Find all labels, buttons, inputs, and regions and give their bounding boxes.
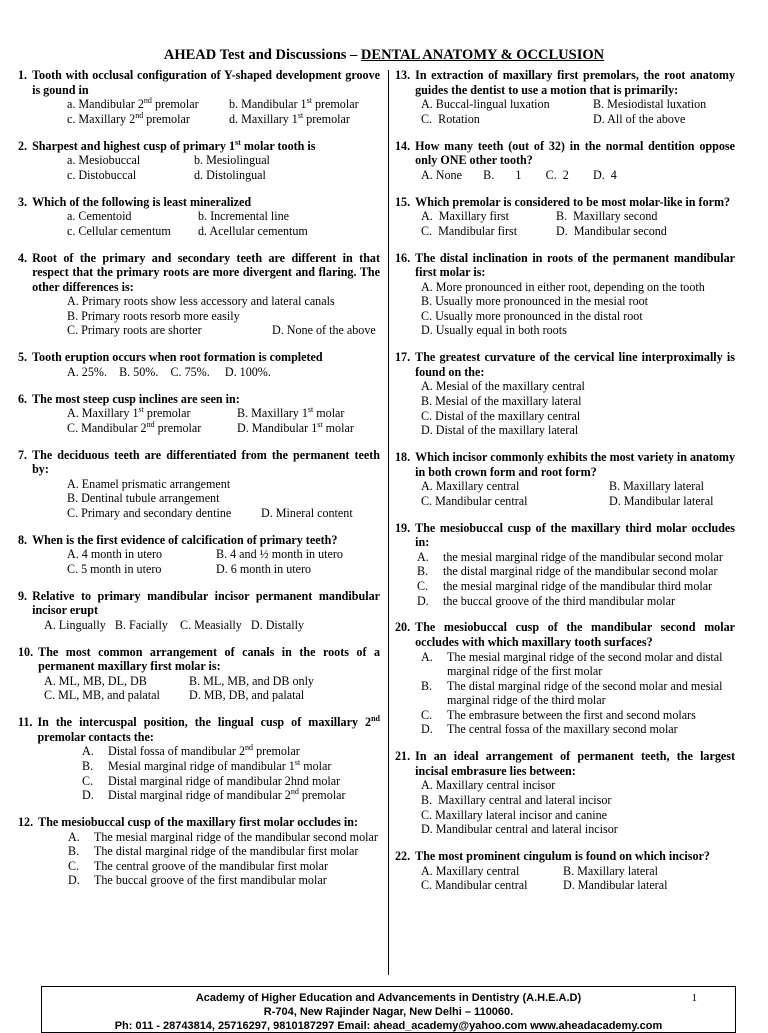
answer-option [82,759,380,774]
question-number: 20. [395,620,411,635]
answer-option [68,859,380,874]
answer-option: D. All of the above [593,111,686,126]
answer-option-row [44,674,380,689]
answer-options [18,294,380,338]
answer-option: C. 5 month in utero [67,561,162,576]
option-text: Distal marginal ridge of mandibular 2nd premolar [108,787,346,803]
option-text: The central fossa of the maxillary second molar [447,722,678,737]
answer-option-row [421,224,735,239]
answer-option-row [67,209,380,224]
answer-option: d. Acellular cementum [198,223,308,238]
answer-options [18,153,380,182]
question-stem [395,620,735,649]
question-text: The mesiobuccal cusp of the maxillary first molar occludes in: [38,815,359,829]
question-number: 10. [18,644,34,659]
answer-option-row [421,494,735,509]
question-text: Sharpest and highest cusp of primary 1st molar tooth is [32,137,316,153]
question-stem [395,350,735,379]
answer-option: B. Maxillary lateral [609,479,705,494]
answer-options [395,97,735,126]
answer-option [421,722,735,737]
option-text: the mesial marginal ridge of the mandibular second molar [443,549,723,564]
question-item [395,849,735,893]
question-item [395,521,735,609]
question-item [18,195,380,239]
question-number: 9. [18,588,28,603]
answer-options [395,280,735,338]
answer-option-line: A. None B. 1 C. 2 D. 4 [421,167,617,182]
question-item [395,68,735,126]
answer-option: D. Distal of the maxillary lateral [421,423,579,438]
question-stem [395,251,735,280]
left-column [18,68,380,900]
option-text: Distal fossa of mandibular 2nd premolar [108,743,300,759]
answer-options [18,406,380,435]
option-letter: D. [421,722,433,737]
answer-option-row [67,97,380,112]
answer-option: d. Distolingual [194,167,266,182]
answer-option-row [67,477,380,492]
answer-option: C. Mandibular central [421,493,528,508]
question-stem [395,450,735,479]
option-text: The central groove of the mandibular first molar [94,858,329,873]
answer-option-row [421,112,735,127]
answer-option-row [67,309,380,324]
question-stem [18,195,380,210]
option-text: the mesial marginal ridge of the mandibular third molar [443,578,713,593]
answer-option [417,594,735,609]
answer-options [395,778,735,836]
option-text: Distal marginal ridge of mandibular 2hnd molar [108,773,341,788]
option-letter: A. [417,549,429,564]
question-item [18,815,380,888]
question-stem [395,68,735,97]
page-number: 1 [691,992,697,1004]
answer-option: A. 4 month in utero [67,547,163,562]
page-title: AHEAD Test and Discussions – DENTAL ANATOMY & OCCLUSION [163,47,605,63]
answer-option: B. Maxillary 1st molar [237,405,345,421]
answer-option-row [421,822,735,837]
question-stem [18,251,380,295]
question-item [395,749,735,837]
answer-options [18,744,380,802]
answer-option: B. Maxillary central and lateral incisor [421,793,612,808]
question-item [395,139,735,183]
question-item [18,589,380,633]
answer-options [18,547,380,576]
answer-option-line: A. 25%. B. 50%. C. 75%. D. 100%. [67,364,271,379]
answer-option: A. Maxillary central [421,479,520,494]
answer-option-row [421,309,735,324]
option-letter: B. [421,678,433,693]
question-stem [395,521,735,550]
answer-option: C. Rotation [421,111,480,126]
question-item [395,620,735,737]
answer-option: c. Distobuccal [67,167,137,182]
answer-option: b. Mandibular 1st premolar [229,96,359,112]
option-letter: B. [82,759,94,774]
answer-option: B. ML, MB, and DB only [189,673,314,688]
answer-option: a. Mandibular 2nd premolar [67,96,199,112]
answer-option: D. Mandibular 1st molar [237,419,354,435]
option-text: The distal marginal ridge of the mandibular first molar [94,844,359,859]
question-text: Which incisor commonly exhibits the most variety in anatomy in both crown form and root form? [415,450,735,479]
answer-option-row [421,409,735,424]
answer-option [82,744,380,759]
answer-option: A. Maxillary central incisor [421,778,556,793]
answer-options [395,550,735,608]
answer-option-row [67,547,380,562]
question-text: The mesiobuccal cusp of the maxillary third molar occludes in: [415,520,735,550]
answer-option: C. ML, MB, and palatal [44,688,160,703]
answer-option: C. Mandibular 2nd premolar [67,419,202,435]
answer-option: B. Dentinal tubule arrangement [67,491,220,506]
question-number: 13. [395,68,411,82]
question-stem [395,139,735,168]
answer-option: C. Primary and secondary dentine [67,505,232,520]
question-text: The most prominent cingulum is found on which incisor? [415,849,710,863]
question-text: The greatest curvature of the cervical line interproximally is found on the: [415,350,735,379]
answer-options [18,830,380,888]
answer-option: b. Incremental line [198,209,289,224]
answer-option: D. 6 month in utero [216,561,312,576]
answer-option: D. Mandibular central and lateral incisor [421,822,618,837]
option-letter: C. [68,858,80,873]
answer-option [82,774,380,789]
answer-options [395,209,735,238]
answer-option-row [421,294,735,309]
option-letter: C. [417,578,429,593]
question-text: The distal inclination in roots of the permanent mandibular first molar is: [415,250,735,280]
question-number: 11. [18,715,33,730]
answer-option: A. Maxillary central [421,863,520,878]
answer-option-row [421,280,735,295]
answer-option: B. 4 and ½ month in utero [216,547,343,562]
question-item [395,350,735,438]
question-stem [395,195,735,210]
answer-option [421,708,735,723]
answer-option: A. More pronounced in either root, depending on the tooth [421,279,705,294]
answer-option: A. Maxillary 1st premolar [67,405,191,421]
answer-option-row [421,778,735,793]
question-number: 19. [395,520,411,535]
answer-option: A. Mesial of the maxillary central [421,379,585,394]
answer-option: B. Maxillary lateral [563,863,659,878]
answer-option-row [67,421,380,436]
answer-option: D. Mineral content [261,505,353,520]
question-number: 12. [18,815,34,829]
option-text: The embrasure between the first and second molars [447,707,696,722]
option-letter: D. [68,873,80,888]
answer-options [18,209,380,238]
question-text: How many teeth (out of 32) in the normal dentition oppose only ONE other tooth? [415,138,735,168]
question-number: 22. [395,849,411,863]
question-number: 3. [18,194,28,209]
question-text: The deciduous teeth are differentiated from the permanent teeth by: [32,447,380,477]
question-number: 7. [18,447,28,462]
question-item [18,448,380,521]
option-text: The mesial marginal ridge of the second molar and distal marginal ridge of the first molar [447,649,723,679]
answer-option: D. Usually equal in both roots [421,323,567,338]
question-number: 18. [395,450,411,464]
question-item [18,533,380,577]
footer-address: R-704, New Rajinder Nagar, New Delhi – 110060. [263,1006,514,1018]
answer-option-row [421,97,735,112]
answer-options [18,618,380,633]
answer-option: B. Primary roots resorb more easily [67,308,240,323]
question-item [18,350,380,379]
answer-option-line: A. Lingually B. Facially C. Measially D. Distally [44,617,304,632]
question-number: 6. [18,391,28,406]
option-letter: B. [68,844,80,859]
option-letter: C. [421,707,433,722]
question-item [395,195,735,239]
answer-option: d. Maxillary 1st premolar [229,110,350,126]
right-column [395,68,735,905]
answer-option: B. Mesial of the maxillary lateral [421,394,582,409]
question-number: 1. [18,68,28,82]
question-stem [18,645,380,674]
question-stem [18,589,380,618]
subject-title: DENTAL ANATOMY & OCCLUSION [360,47,605,63]
option-letter: D. [82,788,94,803]
question-text: The mesiobuccal cusp of the mandibular second molar occludes with which maxillary tooth surfaces? [415,620,735,649]
question-stem [18,350,380,365]
answer-option: a. Cementoid [67,209,132,224]
question-item [18,68,380,126]
question-text: The most common arrangement of canals in the roots of a permanent maxillary first molar is: [38,644,380,674]
answer-options [395,168,735,183]
answer-option-row [421,864,735,879]
answer-option: B. Usually more pronounced in the mesial root [421,294,649,309]
answer-option: a. Mesiobuccal [67,153,141,168]
question-item [18,645,380,703]
answer-option-row [67,406,380,421]
answer-option: C. Mandibular central [421,878,528,893]
answer-options [395,479,735,508]
footer-contact: Ph: 011 - 28743814, 25716297, 9810187297 Email: ahead_academy@yahoo.com www.aheadacademy.com [114,1020,663,1032]
answer-option: c. Cellular cementum [67,223,171,238]
answer-option: C. Distal of the maxillary central [421,408,581,423]
question-text: Relative to primary mandibular incisor permanent mandibular incisor erupt [32,588,380,618]
answer-option-row [67,562,380,577]
question-number: 8. [18,532,28,547]
question-number: 15. [395,194,411,209]
answer-options [395,379,735,437]
question-stem [395,749,735,778]
option-text: The buccal groove of the first mandibular molar [94,873,327,888]
question-stem [395,849,735,864]
question-number: 16. [395,250,411,265]
option-letter: A. [68,829,80,844]
footer-academy-name: Academy of Higher Education and Advancements in Dentistry (A.H.E.A.D) [195,992,582,1004]
answer-option [68,830,380,845]
answer-option: D. Mandibular second [556,223,667,238]
question-stem [18,533,380,548]
answer-options [395,650,735,738]
answer-option: C. Usually more pronounced in the distal root [421,308,643,323]
answer-option-row [67,153,380,168]
answer-option: b. Mesiolingual [194,153,270,168]
question-text: The most steep cusp inclines are seen in: [32,391,240,406]
answer-option: C. Maxillary lateral incisor and canine [421,807,608,822]
answer-options [395,864,735,893]
option-letter: A. [82,744,94,759]
question-text: Which of the following is least mineralized [32,194,252,209]
question-stem [18,139,380,154]
answer-option-row [67,323,380,338]
answer-option-row [67,491,380,506]
question-item [18,392,380,436]
answer-option-row [44,688,380,703]
answer-option: A. Enamel prismatic arrangement [67,476,231,491]
question-text: Tooth eruption occurs when root formation is completed [32,350,323,365]
answer-option-row [421,379,735,394]
question-text: When is the first evidence of calcification of primary teeth? [32,532,338,547]
answer-options [18,365,380,380]
answer-option [421,679,735,708]
answer-option [68,844,380,859]
answer-options [18,97,380,126]
question-number: 21. [395,749,411,764]
answer-options [18,674,380,703]
question-number: 14. [395,138,411,153]
answer-option: c. Maxillary 2nd premolar [67,110,190,126]
column-divider [388,70,389,975]
option-letter: A. [421,649,433,664]
question-text: Which premolar is considered to be most molar-like in form? [415,194,731,209]
answer-option-row [421,878,735,893]
question-item [395,450,735,508]
answer-option [417,564,735,579]
option-text: the distal marginal ridge of the mandibular second molar [443,564,718,579]
answer-option: A. Maxillary first [421,209,509,224]
answer-option-row [67,224,380,239]
question-number: 17. [395,350,411,365]
question-item [18,715,380,803]
question-number: 2. [18,138,28,153]
question-item [18,251,380,339]
answer-option-row [67,506,380,521]
option-letter: C. [82,773,94,788]
answer-option: D. MB, DB, and palatal [189,688,305,703]
answer-options [18,477,380,521]
answer-option: A. ML, MB, DL, DB [44,673,147,688]
question-stem [18,715,380,744]
answer-option [82,788,380,803]
answer-option: D. Mandibular lateral [609,493,714,508]
question-stem [18,392,380,407]
question-text: In the intercuspal position, the lingual cusp of maxillary 2nd premolar contacts the: [37,714,380,744]
answer-option: D. Mandibular lateral [563,878,668,893]
option-letter: B. [417,564,429,579]
answer-option-row [421,394,735,409]
answer-option-row [421,423,735,438]
option-text: the buccal groove of the third mandibular molar [443,593,676,608]
answer-option: B. Maxillary second [556,209,658,224]
answer-option-row [421,323,735,338]
option-text: Mesial marginal ridge of mandibular 1st molar [108,758,332,774]
answer-option: C. Primary roots are shorter [67,323,202,338]
footer-box [41,986,736,1033]
answer-option [421,650,735,679]
answer-option-row [421,808,735,823]
question-text: In extraction of maxillary first premolars, the root anatomy guides the dentist to use a motion that is primarily: [415,68,735,97]
question-stem [18,68,380,97]
answer-option [417,579,735,594]
question-number: 5. [18,350,28,365]
option-text: The distal marginal ridge of the second molar and mesial marginal ridge of the third molar [447,678,723,708]
answer-option: A. Buccal-lingual luxation [421,97,550,112]
question-stem [18,815,380,830]
question-text: Tooth with occlusal configuration of Y-shaped development groove is gound in [32,68,380,97]
answer-option: B. Mesiodistal luxation [593,97,707,112]
answer-option [417,550,735,565]
question-item [395,251,735,339]
question-stem [18,448,380,477]
answer-option: A. Primary roots show less accessory and lateral canals [67,294,335,309]
answer-option-row [421,479,735,494]
option-text: The mesial marginal ridge of the mandibular second molar [94,829,378,844]
question-number: 4. [18,250,28,265]
answer-option [68,873,380,888]
answer-option-row [67,168,380,183]
answer-option-row [421,209,735,224]
answer-option-row [421,793,735,808]
answer-option: D. None of the above [272,323,376,338]
option-letter: D. [417,593,429,608]
question-item [18,139,380,183]
question-text: Root of the primary and secondary teeth are different in that respect that the primary roots are more divergent and flaring. The other differences is: [32,250,380,294]
answer-option: C. Mandibular first [421,223,518,238]
answer-option-row [67,112,380,127]
answer-option-row [67,294,380,309]
question-text: In an ideal arrangement of permanent teeth, the largest incisal embrasure lies between: [415,749,735,778]
